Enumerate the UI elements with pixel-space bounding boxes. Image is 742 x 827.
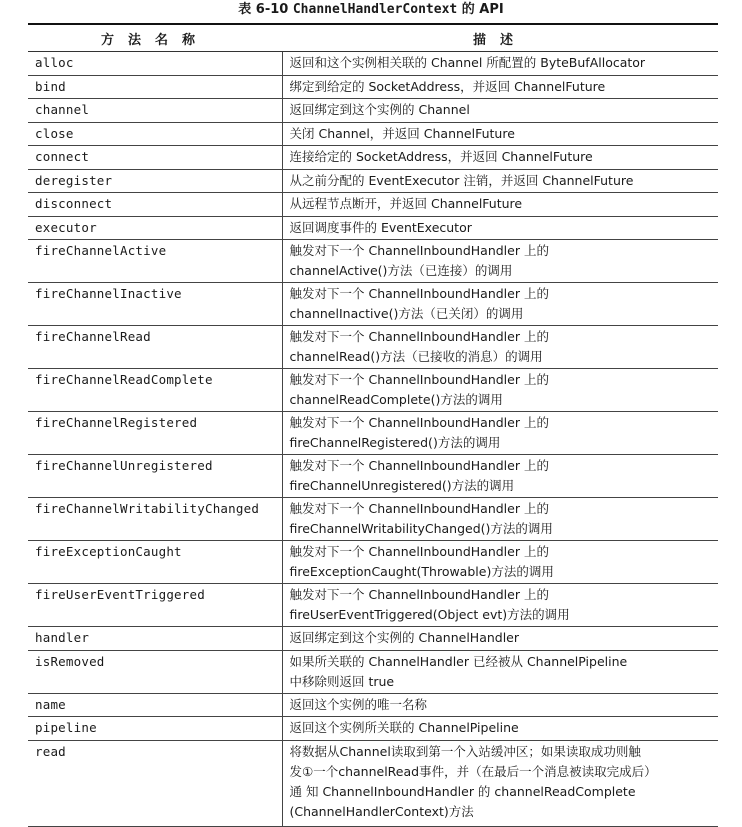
table-row (28, 693, 718, 717)
method-name-cell: handler (28, 627, 282, 651)
description-line: 触发对下一个 ChannelInboundHandler 上的 (289, 286, 549, 301)
description-line: 触发对下一个 ChannelInboundHandler 上的 (289, 587, 549, 602)
description-line: fireUserEventTriggered(Object evt)方法的调用 (289, 607, 570, 622)
description-line: 返回绑定到这个实例的 ChannelHandler (289, 630, 520, 645)
description-cell (282, 283, 718, 326)
description-cell (282, 455, 718, 498)
description-cell (282, 240, 718, 283)
description-cell (282, 498, 718, 541)
description-line: fireExceptionCaught(Throwable)方法的调用 (289, 564, 554, 579)
description-line: fireChannelRegistered()方法的调用 (289, 435, 501, 450)
method-name-cell: disconnect (28, 193, 282, 217)
description-line: 返回调度事件的 EventExecutor (289, 219, 472, 235)
description-cell (282, 193, 718, 217)
table-row (28, 283, 718, 326)
description-line: channelRead()方法（已接收的消息）的调用 (289, 349, 543, 364)
description-cell (282, 326, 718, 369)
method-name-cell: executor (28, 216, 282, 240)
description-line: 通 知 ChannelInboundHandler 的 channelReadComplete (289, 783, 636, 799)
table-header-row (28, 24, 718, 52)
method-name-cell: fireUserEventTriggered (28, 584, 282, 627)
table-row (28, 412, 718, 455)
caption-suffix: 的 API (461, 2, 504, 17)
table-row (28, 627, 718, 651)
method-name-cell: fireChannelInactive (28, 283, 282, 326)
description-cell (282, 740, 718, 826)
method-name-cell: fireChannelReadComplete (28, 369, 282, 412)
description-line: fireChannelWritabilityChanged()方法的调用 (289, 521, 553, 536)
description-line: 触发对下一个 ChannelInboundHandler 上的 (289, 329, 549, 344)
table-row (28, 146, 718, 170)
description-line: 返回和这个实例相关联的 Channel 所配置的 ByteBufAllocator (289, 55, 646, 70)
description-cell (282, 216, 718, 240)
description-cell (282, 146, 718, 170)
description-cell (282, 584, 718, 627)
method-name-cell: name (28, 693, 282, 717)
table-row (28, 498, 718, 541)
description-cell (282, 369, 718, 412)
method-name-cell: fireChannelUnregistered (28, 455, 282, 498)
description-line: 触发对下一个 ChannelInboundHandler 上的 (289, 544, 549, 559)
method-name-cell: connect (28, 146, 282, 170)
description-line: 返回这个实例的唯一名称 (289, 696, 428, 712)
description-cell (282, 541, 718, 584)
description-cell (282, 52, 718, 76)
description-cell (282, 99, 718, 123)
method-name-cell: channel (28, 99, 282, 123)
table-row (28, 326, 718, 369)
table-row (28, 584, 718, 627)
description-cell (282, 693, 718, 717)
table-body (28, 52, 718, 827)
description-line: 返回这个实例所关联的 ChannelPipeline (289, 720, 519, 735)
description-line: 触发对下一个 ChannelInboundHandler 上的 (289, 458, 549, 473)
description-line: (ChannelHandlerContext)方法 (289, 803, 474, 819)
table-row (28, 455, 718, 498)
description-line: 中移除则返回 true (289, 673, 395, 689)
description-line: 发①一个channelRead事件，并（在最后一个消息被读取完成后） (289, 763, 657, 779)
description-line: 触发对下一个 ChannelInboundHandler 上的 (289, 243, 549, 258)
description-line: 触发对下一个 ChannelInboundHandler 上的 (289, 415, 549, 430)
description-line: fireChannelUnregistered()方法的调用 (289, 478, 515, 493)
caption-prefix: 表 6-10 (238, 2, 289, 17)
description-line: channelReadComplete()方法的调用 (289, 392, 503, 407)
description-cell (282, 75, 718, 99)
description-cell (282, 650, 718, 693)
method-name-cell: fireExceptionCaught (28, 541, 282, 584)
method-name-cell: bind (28, 75, 282, 99)
table-row (28, 169, 718, 193)
caption-class-name: ChannelHandlerContext (292, 2, 458, 17)
method-name-cell: fireChannelRegistered (28, 412, 282, 455)
table-row (28, 240, 718, 283)
description-cell (282, 717, 718, 741)
description-line: 返回绑定到这个实例的 Channel (289, 102, 470, 117)
description-line: 绑定到给定的 SocketAddress，并返回 ChannelFuture (289, 78, 606, 94)
method-name-cell: fireChannelWritabilityChanged (28, 498, 282, 541)
method-column-header: 方法名称 (28, 24, 282, 52)
method-name-cell: fireChannelActive (28, 240, 282, 283)
method-name-cell: pipeline (28, 717, 282, 741)
table-row (28, 122, 718, 146)
description-line: 触发对下一个 ChannelInboundHandler 上的 (289, 372, 549, 387)
table-row (28, 193, 718, 217)
table-row (28, 75, 718, 99)
method-name-cell: isRemoved (28, 650, 282, 693)
description-cell (282, 169, 718, 193)
method-name-cell: deregister (28, 169, 282, 193)
description-line: 从之前分配的 EventExecutor 注销，并返回 ChannelFuture (289, 172, 634, 188)
method-name-cell: read (28, 740, 282, 826)
description-column-header: 描述 (282, 24, 718, 52)
api-table (28, 23, 718, 827)
description-cell (282, 122, 718, 146)
description-cell (282, 412, 718, 455)
method-name-cell: close (28, 122, 282, 146)
table-caption (0, 0, 742, 22)
description-line: 关闭 Channel，并返回 ChannelFuture (289, 125, 515, 141)
description-line: 触发对下一个 ChannelInboundHandler 上的 (289, 501, 549, 516)
table-row (28, 541, 718, 584)
table-row (28, 99, 718, 123)
description-line: 将数据从Channel读取到第一个入站缓冲区；如果读取成功则触 (289, 743, 641, 759)
description-cell (282, 627, 718, 651)
method-name-cell: alloc (28, 52, 282, 76)
method-name-cell: fireChannelRead (28, 326, 282, 369)
description-line: channelInactive()方法（已关闭）的调用 (289, 306, 524, 321)
description-line: channelActive()方法（已连接）的调用 (289, 263, 513, 278)
description-line: 从远程节点断开，并返回 ChannelFuture (289, 196, 523, 211)
table-row (28, 369, 718, 412)
table-row (28, 216, 718, 240)
table-row (28, 52, 718, 76)
table-row (28, 717, 718, 741)
description-line: 如果所关联的 ChannelHandler 已经被从 ChannelPipeline (289, 653, 628, 669)
description-line: 连接给定的 SocketAddress，并返回 ChannelFuture (289, 149, 593, 164)
table-row (28, 740, 718, 826)
table-row (28, 650, 718, 693)
